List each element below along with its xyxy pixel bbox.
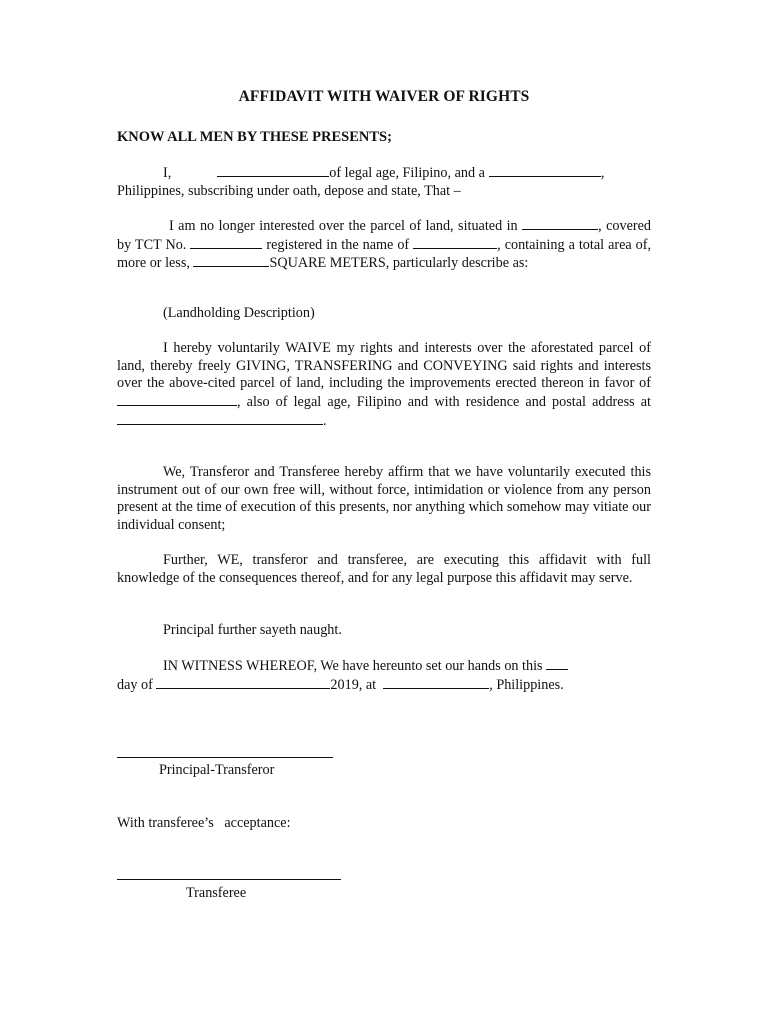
pronoun-i: I,	[163, 165, 172, 181]
acceptance-label: With transferee’s acceptance:	[117, 815, 291, 831]
paragraph-naught: Principal further sayeth naught.	[163, 622, 342, 638]
tct-blank	[190, 236, 262, 249]
document-title: AFFIDAVIT WITH WAIVER OF RIGHTS	[238, 88, 530, 105]
area-label: , containing a total area of, more or less,	[117, 236, 652, 272]
paragraph-waiver: I hereby voluntarily WAIVE my rights and interests over the aforestated parcel of land, thereby freely GIVING, TRANSFERING and CONVEYING said rights and interests over the above-cited parcel of land, including the improvements erected thereon in favor of, also of legal age, Filipino and with residence and postal address at .	[117, 340, 651, 429]
place-blank	[383, 676, 489, 689]
declarant-intro: of legal age, Filipino, and a	[329, 165, 485, 181]
oath-line: Philippines, subscribing under oath, depose and state, That –	[117, 182, 461, 199]
comma: ,	[600, 165, 605, 181]
principal-label: Principal-Transferor	[159, 762, 275, 778]
waiver-text: I hereby voluntarily WAIVE my rights and interests over the aforestated parcel of land, thereby freely GIVING, TRANSFERING and CONVEYING said rights and interests over the above-cited parcel of land, including the improvements erected thereon in favor of	[117, 340, 651, 392]
area-unit: SQUARE METERS, particularly describe as:	[269, 255, 529, 272]
transferee-label: Transferee	[186, 885, 247, 901]
postal-address-blank	[117, 412, 323, 425]
day-of-label: day of	[117, 676, 153, 693]
owner-blank	[413, 236, 497, 249]
paragraph-witness	[117, 657, 651, 694]
witness-text: IN WITNESS WHEREOF, We have hereunto set our hands on this	[163, 658, 543, 674]
paragraph-knowledge: Further, WE, transferor and transferee, are executing this affidavit with full knowledge of the consequences thereof, and for any legal purpose this affidavit may serve.	[117, 552, 651, 586]
area-blank	[193, 254, 269, 267]
day-blank	[546, 657, 568, 670]
paragraph-affirmation: We, Transferor and Transferee hereby affirm that we have voluntarily executed this instrument out of our own free will, without force, intimidation or violence from any person present at the time of execution of this presents, nor anything which somehow may vitiate our individual consent;	[117, 464, 651, 534]
landholding-description: (Landholding Description)	[163, 305, 315, 321]
waiver-residence: , also of legal age, Filipino and with residence and postal address at	[237, 394, 651, 411]
month-blank	[156, 676, 330, 689]
location-blank	[522, 217, 598, 230]
paragraph-declarant	[117, 164, 651, 200]
address-blank	[489, 164, 601, 177]
transferee-blank	[117, 393, 237, 406]
transferee-signature-line	[117, 879, 341, 880]
philippines-label: , Philippines.	[489, 676, 564, 693]
paragraph-land	[117, 217, 651, 273]
land-intro: I am no longer interested over the parcel of land, situated in	[169, 218, 518, 234]
principal-signature-line	[117, 757, 333, 758]
name-blank	[217, 164, 329, 177]
registered-label: registered in the name of	[266, 236, 410, 253]
tct-label: , covered by TCT No.	[117, 218, 651, 253]
opening-line: KNOW ALL MEN BY THESE PRESENTS;	[117, 129, 392, 145]
year-label: 2019, at	[330, 676, 377, 693]
